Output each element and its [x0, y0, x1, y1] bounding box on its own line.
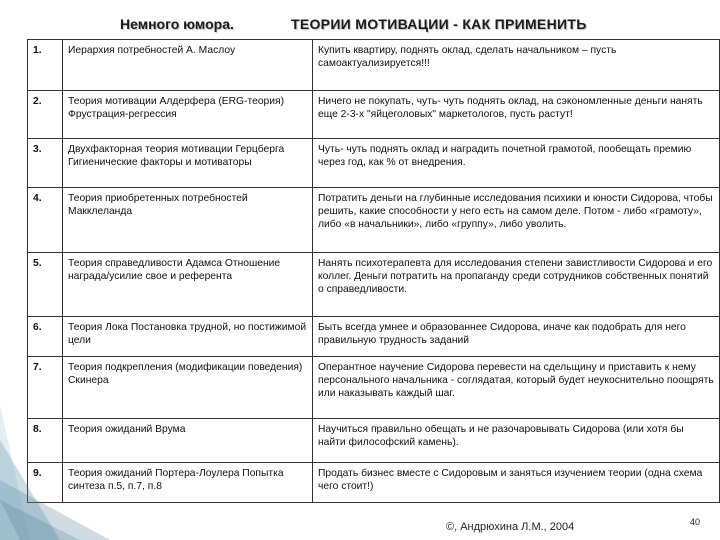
- application-text: Купить квартиру, поднять оклад, сделать начальником – пусть самоактуализируется!!!: [313, 40, 720, 91]
- table-row: [28, 40, 720, 91]
- theory-name: Теория Лока Постановка трудной, но постижимой цели: [63, 317, 313, 357]
- application-text: Потратить деньги на глубинные исследования психики и юности Сидорова, чтобы решить, какие способности у него есть на самом деле. Потом - либо «грамоту», либо «в начальники», либо «группу», либо уволить.: [313, 188, 720, 253]
- table-row: [28, 357, 720, 419]
- theories-table: [27, 39, 720, 503]
- table-row: [28, 188, 720, 253]
- theory-name: Теория справедливости Адамса Отношение награда/усилие свое и референта: [63, 253, 313, 317]
- row-number: 9.: [28, 463, 63, 503]
- row-number: 5.: [28, 253, 63, 317]
- row-number: 8.: [28, 419, 63, 463]
- table-row: [28, 463, 720, 503]
- theory-name: Теория мотивации Алдерфера (ERG-теория) Фрустрация-регрессия: [63, 91, 313, 139]
- application-text: Научиться правильно обещать и не разочаровывать Сидорова (или хотя бы найти философский камень).: [313, 419, 720, 463]
- row-number: 4.: [28, 188, 63, 253]
- row-number: 7.: [28, 357, 63, 419]
- table-row: [28, 317, 720, 357]
- theory-name: Теория приобретенных потребностей Макклеланда: [63, 188, 313, 253]
- theory-name: Теория ожиданий Врума: [63, 419, 313, 463]
- humor-label: Немного юмора.: [120, 16, 234, 32]
- copyright-footer: ©, Андрюхина Л.М., 2004: [446, 521, 575, 533]
- theory-name: Иерархия потребностей А. Маслоу: [63, 40, 313, 91]
- table-row: [28, 419, 720, 463]
- table-row: [28, 253, 720, 317]
- application-text: Быть всегда умнее и образованнее Сидорова, иначе как подобрать для него правильную трудность заданий: [313, 317, 720, 357]
- page-number: 40: [690, 517, 701, 527]
- slide-title: ТЕОРИИ МОТИВАЦИИ - КАК ПРИМЕНИТЬ: [291, 16, 587, 32]
- row-number: 1.: [28, 40, 63, 91]
- theory-name: Теория подкрепления (модификации поведения) Скинера: [63, 357, 313, 419]
- row-number: 2.: [28, 91, 63, 139]
- application-text: Продать бизнес вместе с Сидоровым и заняться изучением теории (одна схема чего стоит!): [313, 463, 720, 503]
- row-number: 6.: [28, 317, 63, 357]
- application-text: Оперантное научение Сидорова перевести на сдельщину и приставить к нему персонального начальника - соглядатая, который будет неукоснительно поощрять или наказывать каждый шаг.: [313, 357, 720, 419]
- application-text: Нанять психотерапевта для исследования степени завистливости Сидорова и его коллег. Деньги потратить на пропаганду среди сотрудников собственных понятий о справедливости.: [313, 253, 720, 317]
- theory-name: Теория ожиданий Портера-Лоулера Попытка синтеза п.5, п.7, п.8: [63, 463, 313, 503]
- row-number: 3.: [28, 139, 63, 188]
- table-row: [28, 91, 720, 139]
- slide-header: [0, 16, 720, 38]
- table-row: [28, 139, 720, 188]
- application-text: Ничего не покупать, чуть- чуть поднять оклад, на сэкономленные деньги нанять еще 2-3-х "яйцеголовых" маркетологов, пусть растут!: [313, 91, 720, 139]
- theory-name: Двухфакторная теория мотивации Герцберга Гигиенические факторы и мотиваторы: [63, 139, 313, 188]
- application-text: Чуть- чуть поднять оклад и наградить почетной грамотой, пообещать премию через год, как % от внедрения.: [313, 139, 720, 188]
